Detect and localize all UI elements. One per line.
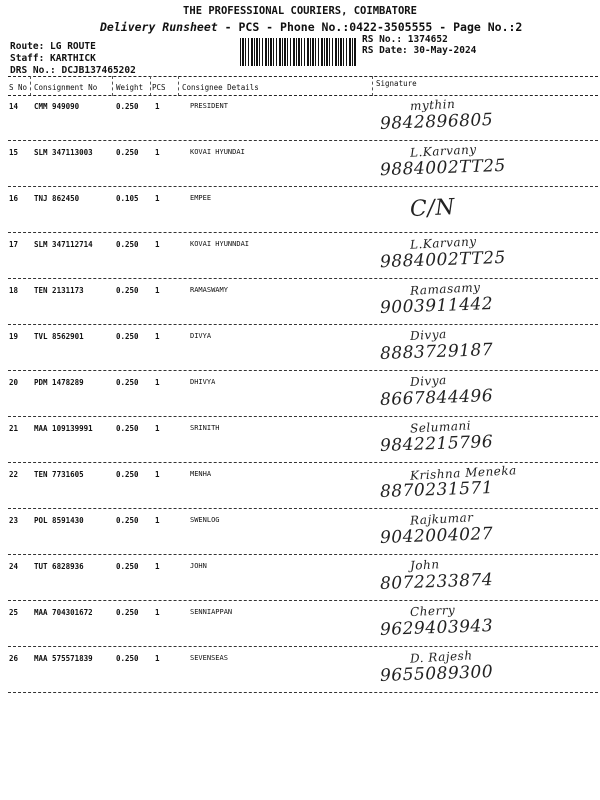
serial-number: 19 — [9, 332, 19, 341]
weight-value: 0.250 — [116, 332, 139, 341]
signature-phone: 9884002TT25 — [379, 155, 507, 181]
pcs-value: 1 — [155, 378, 160, 387]
signature-phone: 8870231571 — [379, 478, 494, 502]
row-divider — [8, 324, 598, 325]
consignment-number: SLM 347112714 — [34, 240, 93, 249]
signature-phone: 9629403943 — [379, 616, 494, 640]
serial-number: 21 — [9, 424, 19, 433]
consignment-number: MAA 704301672 — [34, 608, 93, 617]
column-divider — [112, 76, 113, 96]
weight-value: 0.250 — [116, 516, 139, 525]
signature-name: Selumani — [409, 418, 472, 436]
weight-value: 0.250 — [116, 654, 139, 663]
serial-number: 24 — [9, 562, 19, 571]
consignee-name: DIVYA — [190, 332, 212, 340]
consignment-number: MAA 575571839 — [34, 654, 93, 663]
column-divider — [178, 76, 179, 96]
rs-date: RS Date: 30-May-2024 — [362, 45, 477, 56]
serial-number: 23 — [9, 516, 19, 525]
consignee-name: MENHA — [190, 470, 212, 478]
row-divider — [8, 692, 598, 693]
weight-value: 0.250 — [116, 470, 139, 479]
signature-name: L.Karvany — [409, 142, 477, 160]
serial-number: 25 — [9, 608, 19, 617]
row-divider — [8, 600, 598, 601]
consignment-number: CMM 949090 — [34, 102, 80, 111]
signature-phone: 8667844496 — [379, 386, 494, 410]
column-header-consignment: Consignment No — [34, 83, 98, 92]
weight-value: 0.250 — [116, 148, 139, 157]
runsheet-phone-page: - PCS - Phone No.:0422-3505555 - Page No.:2 — [217, 20, 523, 34]
signature-name: Krishna Meneka — [409, 463, 518, 483]
consignment-number: TVL 8562901 — [34, 332, 84, 341]
consignee-name: SENNIAPPAN — [190, 608, 233, 616]
company-title: THE PROFESSIONAL COURIERS, COIMBATORE — [183, 5, 417, 17]
signature-phone: 8072233874 — [379, 570, 494, 594]
consignee-name: PRESIDENT — [190, 102, 228, 110]
consignee-name: SEVENSEAS — [190, 654, 228, 662]
drs-number: DRS No.: DCJB137465202 — [10, 65, 136, 76]
consignee-name: JOHN — [190, 562, 207, 570]
column-header-signature: Signature — [376, 79, 417, 88]
column-header-weight: Weight — [116, 83, 144, 92]
consignee-name: SRINITH — [190, 424, 220, 432]
pcs-value: 1 — [155, 240, 160, 249]
consignment-number: POL 8591430 — [34, 516, 84, 525]
pcs-value: 1 — [155, 194, 160, 203]
signature-phone: 9003911442 — [379, 294, 494, 318]
pcs-value: 1 — [155, 286, 160, 295]
consignment-number: SLM 347113003 — [34, 148, 93, 157]
row-divider — [8, 416, 598, 417]
signature-name: Cherry — [409, 602, 456, 620]
signature-name: Divya — [409, 327, 448, 343]
pcs-value: 1 — [155, 470, 160, 479]
weight-value: 0.105 — [116, 194, 139, 203]
signature-phone: 8883729187 — [379, 340, 494, 364]
signature-name: John — [409, 557, 440, 573]
column-header-pcs: PCS — [152, 83, 166, 92]
consignment-number: TEN 7731605 — [34, 470, 84, 479]
pcs-value: 1 — [155, 516, 160, 525]
weight-value: 0.250 — [116, 562, 139, 571]
row-divider — [8, 140, 598, 141]
row-divider — [8, 186, 598, 187]
route-label: Route: LG ROUTE — [10, 41, 96, 52]
consignee-name: KOVAI HYUNDAI — [190, 148, 245, 156]
pcs-value: 1 — [155, 148, 160, 157]
consignment-number: PDM 1478289 — [34, 378, 84, 387]
row-divider — [8, 646, 598, 647]
signature-name: Divya — [409, 373, 448, 389]
runsheet-label: Delivery Runsheet — [100, 20, 218, 34]
pcs-value: 1 — [155, 102, 160, 111]
pcs-value: 1 — [155, 654, 160, 663]
signature-phone: 9842215796 — [379, 432, 494, 456]
consignee-name: EMPEE — [190, 194, 212, 202]
weight-value: 0.250 — [116, 378, 139, 387]
signature-name: C/N — [409, 194, 456, 223]
serial-number: 26 — [9, 654, 19, 663]
serial-number: 17 — [9, 240, 19, 249]
signature-phone: 9042004027 — [379, 524, 494, 548]
signature-name: Rajkumar — [409, 510, 474, 528]
consignee-name: DHIVYA — [190, 378, 216, 386]
consignment-number: TEN 2131173 — [34, 286, 84, 295]
signature-name: Ramasamy — [409, 280, 481, 298]
serial-number: 18 — [9, 286, 19, 295]
weight-value: 0.250 — [116, 286, 139, 295]
consignee-name: KOVAI HYUNNDAI — [190, 240, 250, 248]
consignment-number: TUT 6828936 — [34, 562, 84, 571]
column-header-consignee: Consignee Details — [182, 83, 259, 92]
serial-number: 16 — [9, 194, 19, 203]
signature-name: mythin — [409, 96, 456, 114]
pcs-value: 1 — [155, 332, 160, 341]
consignee-name: RAMASWAMY — [190, 286, 228, 294]
pcs-value: 1 — [155, 424, 160, 433]
staff-label: Staff: KARTHICK — [10, 53, 96, 64]
column-divider — [150, 76, 151, 96]
column-divider — [372, 76, 373, 96]
column-divider — [30, 76, 31, 96]
weight-value: 0.250 — [116, 240, 139, 249]
row-divider — [8, 554, 598, 555]
serial-number: 20 — [9, 378, 19, 387]
consignment-number: MAA 109139991 — [34, 424, 93, 433]
header-top-divider — [8, 76, 598, 77]
pcs-value: 1 — [155, 562, 160, 571]
serial-number: 14 — [9, 102, 19, 111]
signature-name: L.Karvany — [409, 234, 477, 252]
weight-value: 0.250 — [116, 102, 139, 111]
serial-number: 22 — [9, 470, 19, 479]
weight-value: 0.250 — [116, 424, 139, 433]
consignee-name: SWENLOG — [190, 516, 220, 524]
row-divider — [8, 508, 598, 509]
header-bottom-divider — [8, 95, 598, 96]
serial-number: 15 — [9, 148, 19, 157]
barcode — [240, 38, 356, 66]
row-divider — [8, 370, 598, 371]
column-header-sno: S No — [9, 83, 28, 92]
row-divider — [8, 278, 598, 279]
signature-phone: 9842896805 — [379, 110, 494, 134]
pcs-value: 1 — [155, 608, 160, 617]
consignment-number: TNJ 862450 — [34, 194, 80, 203]
runsheet-subtitle — [100, 20, 522, 34]
rs-number: RS No.: 1374652 — [362, 34, 448, 45]
weight-value: 0.250 — [116, 608, 139, 617]
row-divider — [8, 232, 598, 233]
signature-name: D. Rajesh — [409, 648, 473, 666]
signature-phone: 9655089300 — [379, 662, 494, 686]
signature-phone: 9884002TT25 — [379, 247, 507, 273]
